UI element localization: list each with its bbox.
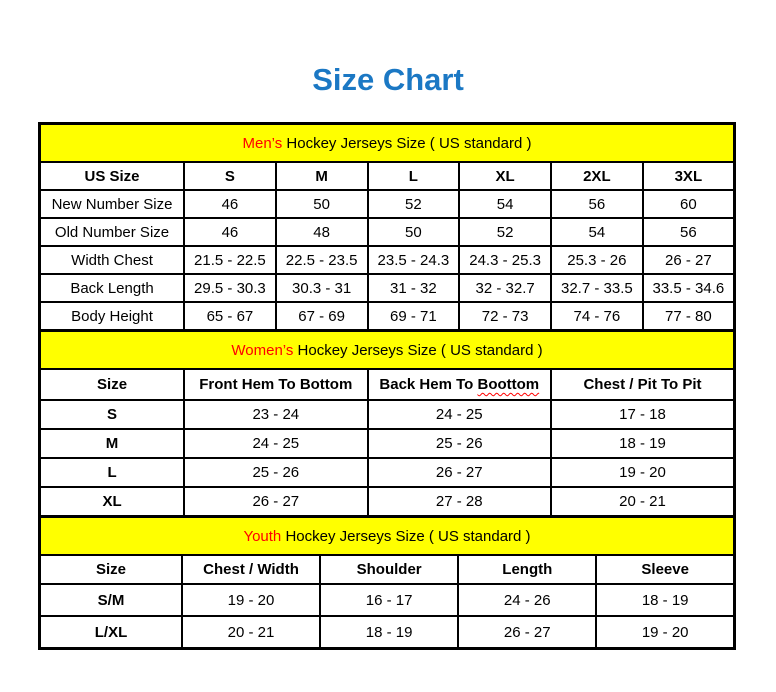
header-cell	[368, 369, 551, 400]
value-cell: 26 - 27	[458, 616, 596, 649]
row-label: M	[40, 429, 185, 458]
value-cell: 48	[276, 218, 368, 246]
value-cell: 25.3 - 26	[551, 246, 643, 274]
youth-table-title	[40, 517, 735, 556]
table-row	[40, 616, 735, 649]
value-cell: 50	[368, 218, 460, 246]
mens-title-rest: Hockey Jerseys Size ( US standard )	[282, 134, 532, 152]
womens-table-title	[40, 331, 735, 370]
header-cell: Length	[458, 555, 596, 584]
youth-band-row	[40, 517, 735, 556]
value-cell: 46	[184, 218, 276, 246]
misspelled-word: Boottom	[477, 376, 540, 393]
row-label: L	[40, 458, 185, 487]
header-cell: US Size	[40, 162, 185, 190]
header-cell: L	[368, 162, 460, 190]
header-cell: Sleeve	[596, 555, 734, 584]
table-row	[40, 487, 735, 517]
row-label: Width Chest	[40, 246, 185, 274]
value-cell: 21.5 - 22.5	[184, 246, 276, 274]
youth-title-rest: Hockey Jerseys Size ( US standard )	[281, 527, 531, 545]
value-cell: 31 - 32	[368, 274, 460, 302]
value-cell: 17 - 18	[551, 400, 734, 429]
youth-size-table	[38, 515, 736, 650]
header-cell: Shoulder	[320, 555, 458, 584]
womens-band-row	[40, 331, 735, 370]
header-cell: Size	[40, 555, 182, 584]
value-cell: 32.7 - 33.5	[551, 274, 643, 302]
value-cell: 26 - 27	[643, 246, 735, 274]
header-cell: 3XL	[643, 162, 735, 190]
table-row	[40, 246, 735, 274]
value-cell: 24.3 - 25.3	[459, 246, 551, 274]
value-cell: 33.5 - 34.6	[643, 274, 735, 302]
header-cell: S	[184, 162, 276, 190]
row-label: XL	[40, 487, 185, 517]
value-cell: 19 - 20	[182, 584, 320, 616]
value-cell: 52	[368, 190, 460, 218]
mens-band-row	[40, 124, 735, 163]
value-cell: 26 - 27	[368, 458, 551, 487]
row-label: Old Number Size	[40, 218, 185, 246]
value-cell: 72 - 73	[459, 302, 551, 331]
value-cell: 69 - 71	[368, 302, 460, 331]
value-cell: 23 - 24	[184, 400, 367, 429]
value-cell: 18 - 19	[551, 429, 734, 458]
value-cell: 54	[459, 190, 551, 218]
table-row	[40, 302, 735, 331]
table-row	[40, 584, 735, 616]
value-cell: 60	[643, 190, 735, 218]
value-cell: 23.5 - 24.3	[368, 246, 460, 274]
value-cell: 56	[551, 190, 643, 218]
header-cell: Front Hem To Bottom	[184, 369, 367, 400]
row-label: New Number Size	[40, 190, 185, 218]
value-cell: 29.5 - 30.3	[184, 274, 276, 302]
header-cell: M	[276, 162, 368, 190]
header-cell: XL	[459, 162, 551, 190]
header-cell: Size	[40, 369, 185, 400]
value-cell: 25 - 26	[184, 458, 367, 487]
table-row	[40, 218, 735, 246]
header-cell: Chest / Pit To Pit	[551, 369, 734, 400]
table-row	[40, 458, 735, 487]
row-label: S/M	[40, 584, 182, 616]
value-cell: 19 - 20	[551, 458, 734, 487]
value-cell: 20 - 21	[182, 616, 320, 649]
womens-title-rest: Hockey Jerseys Size ( US standard )	[293, 341, 543, 359]
value-cell: 22.5 - 23.5	[276, 246, 368, 274]
value-cell: 46	[184, 190, 276, 218]
value-cell: 25 - 26	[368, 429, 551, 458]
table-row	[40, 190, 735, 218]
value-cell: 77 - 80	[643, 302, 735, 331]
row-label: L/XL	[40, 616, 182, 649]
row-label: S	[40, 400, 185, 429]
table-row	[40, 274, 735, 302]
header-cell: 2XL	[551, 162, 643, 190]
womens-header-row	[40, 369, 735, 400]
value-cell: 65 - 67	[184, 302, 276, 331]
value-cell: 32 - 32.7	[459, 274, 551, 302]
value-cell: 56	[643, 218, 735, 246]
youth-title-prefix: Youth	[243, 527, 282, 545]
mens-title-prefix: Men’s	[242, 134, 283, 152]
value-cell: 18 - 19	[320, 616, 458, 649]
mens-header-row	[40, 162, 735, 190]
value-cell: 24 - 25	[184, 429, 367, 458]
value-cell: 24 - 26	[458, 584, 596, 616]
value-cell: 16 - 17	[320, 584, 458, 616]
header-text: Back Hem To	[379, 376, 478, 393]
row-label: Back Length	[40, 274, 185, 302]
value-cell: 18 - 19	[596, 584, 734, 616]
mens-size-table	[38, 122, 736, 332]
youth-header-row	[40, 555, 735, 584]
value-cell: 26 - 27	[184, 487, 367, 517]
value-cell: 74 - 76	[551, 302, 643, 331]
mens-table-title	[40, 124, 735, 163]
size-chart-tables	[38, 122, 736, 650]
value-cell: 24 - 25	[368, 400, 551, 429]
womens-size-table	[38, 329, 736, 518]
womens-title-prefix: Women’s	[231, 341, 294, 359]
row-label: Body Height	[40, 302, 185, 331]
value-cell: 50	[276, 190, 368, 218]
page-title: Size Chart	[312, 62, 464, 97]
value-cell: 30.3 - 31	[276, 274, 368, 302]
table-row	[40, 400, 735, 429]
table-row	[40, 429, 735, 458]
value-cell: 20 - 21	[551, 487, 734, 517]
value-cell: 52	[459, 218, 551, 246]
value-cell: 27 - 28	[368, 487, 551, 517]
value-cell: 54	[551, 218, 643, 246]
value-cell: 19 - 20	[596, 616, 734, 649]
value-cell: 67 - 69	[276, 302, 368, 331]
header-cell: Chest / Width	[182, 555, 320, 584]
